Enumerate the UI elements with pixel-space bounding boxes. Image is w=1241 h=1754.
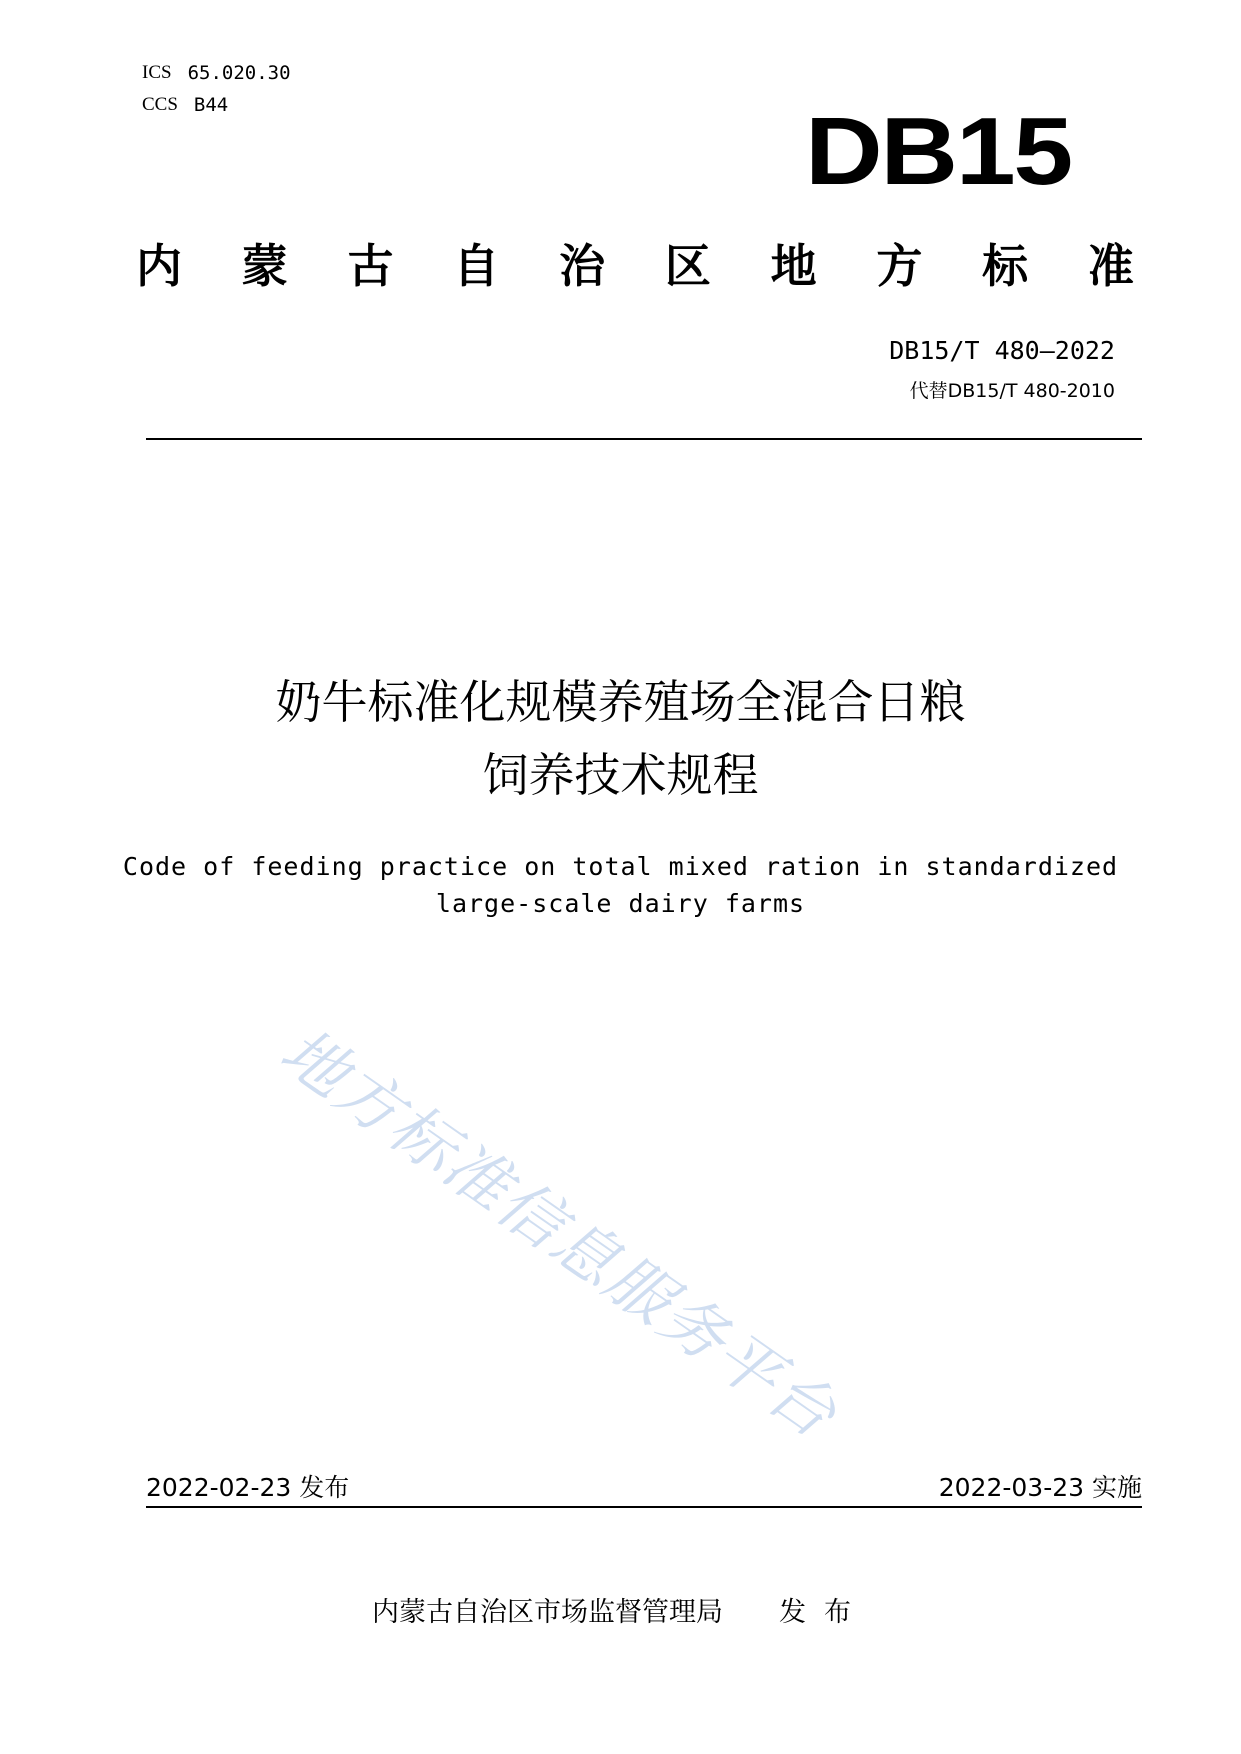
standard-type-char: 古: [347, 239, 394, 293]
ics-label: ICS: [142, 62, 172, 83]
standard-type-char: 内: [136, 239, 182, 293]
db15-logo: DB15: [805, 98, 1071, 205]
title-zh-line-2: 饲养技术规程: [482, 748, 759, 802]
ccs-label: CCS: [142, 94, 178, 115]
replaces-standard: 代替DB15/T 480-2010: [909, 380, 1115, 402]
standard-number: DB15/T 480—2022: [889, 336, 1115, 365]
issue-date: 2022-02-23 发布: [146, 1473, 350, 1502]
title-zh-line-1: 奶牛标准化规模养殖场全混合日粮: [275, 675, 966, 729]
title-en-line-2: large-scale dairy farms: [435, 889, 806, 918]
standard-type-heading: [136, 238, 1134, 294]
watermark-text: 地方标准信息服务平台: [266, 1014, 851, 1454]
standard-type-char: 标: [982, 239, 1029, 293]
ccs-code: B44: [193, 94, 229, 116]
publisher-line: [0, 1590, 1241, 1629]
standard-type-char: 区: [664, 239, 711, 293]
standard-type-char: 自: [453, 239, 500, 293]
publish-action: 发布: [779, 1597, 869, 1628]
ccs-code-line: [142, 94, 228, 116]
header-divider: [146, 438, 1142, 440]
ics-code-line: [142, 62, 291, 84]
standard-type-char: 地: [770, 239, 817, 293]
publisher-name: 内蒙古自治区市场监督管理局: [372, 1597, 723, 1628]
title-en-line-1: Code of feeding practice on total mixed ration in standardized: [122, 852, 1119, 881]
standard-type-char: 治: [559, 239, 606, 293]
implementation-date: 2022-03-23 实施: [938, 1473, 1142, 1502]
standard-type-char: 方: [876, 239, 923, 293]
standard-type-char: 蒙: [241, 239, 288, 293]
ics-code: 65.020.30: [187, 62, 291, 84]
footer-divider: [146, 1506, 1142, 1508]
standard-type-char: 准: [1087, 239, 1134, 293]
